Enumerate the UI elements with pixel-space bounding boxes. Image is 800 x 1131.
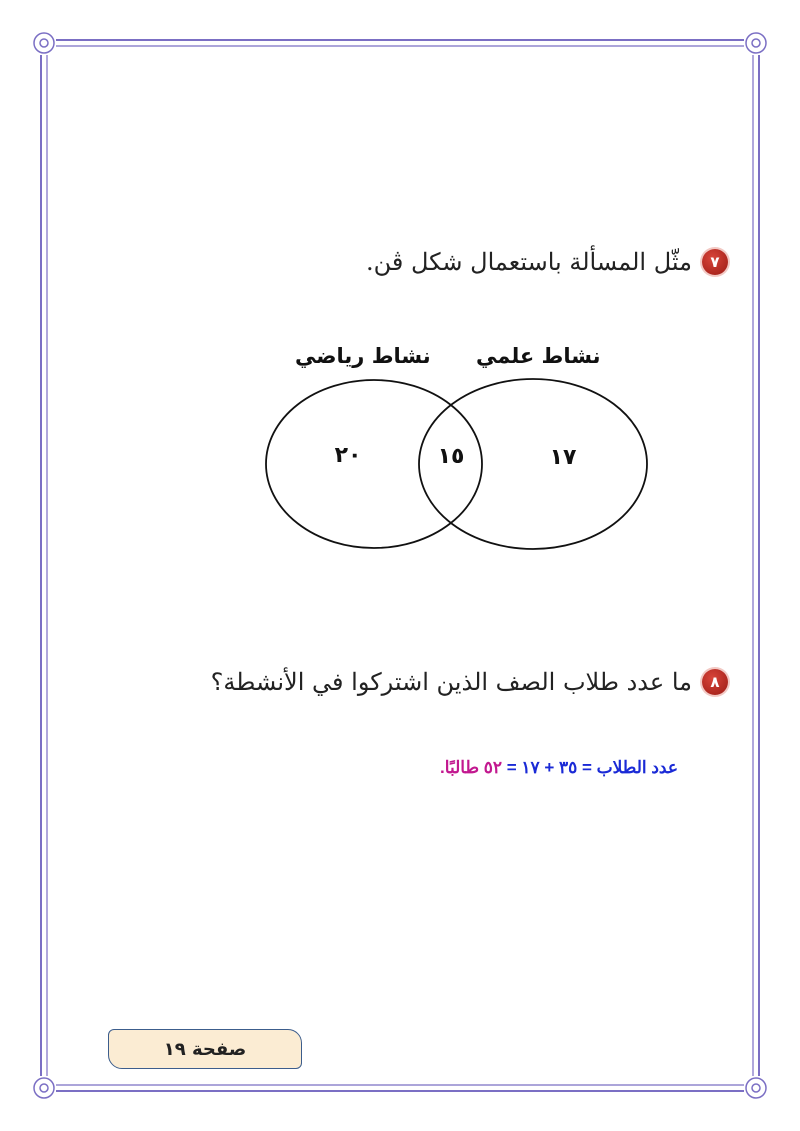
answer-equation: عدد الطلاب = ٣٥ + ١٧ = [506,758,678,777]
question-number-badge: ٨ [702,669,728,695]
venn-label-right: نشاط علمي [476,344,601,368]
answer-line [440,758,678,778]
question-8 [211,668,728,696]
venn-value-right-only: ١٧ [549,445,577,470]
page-number-label: صفحة ١٩ [163,1038,247,1060]
question-text: ما عدد طلاب الصف الذين اشتركوا في الأنشطة؟ [210,668,692,696]
venn-label-left: نشاط رياضي [295,344,431,368]
answer-result: ٥٢ طالبًا. [440,758,502,777]
venn-value-left-only: ٢٠ [334,443,362,468]
page-number-tag [108,1029,302,1069]
venn-value-intersection: ١٥ [437,444,465,469]
question-text: مثّل المسألة باستعمال شكل ڤن. [365,248,692,276]
question-number-badge: ٧ [702,249,728,275]
